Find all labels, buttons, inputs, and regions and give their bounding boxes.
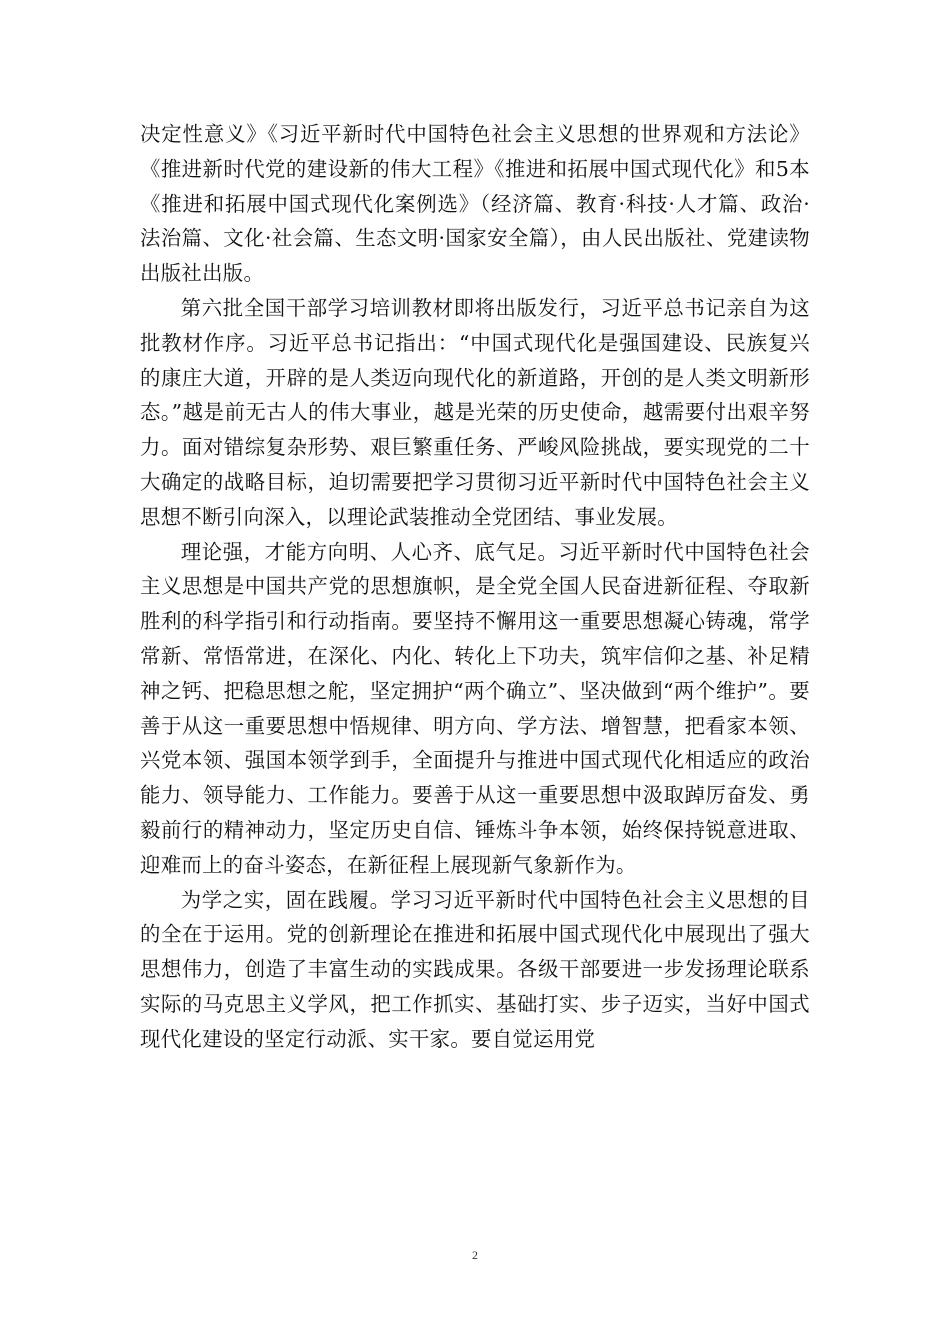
paragraph-textbook-preface: 第六批全国干部学习培训教材即将出版发行，习近平总书记亲自为这批教材作序。习近平总书记指出：“中国式现代化是强国建设、民族复兴的康庄大道，开辟的是人类迈向现代化的新道路，开创的是人类文明新形态。”越是前无古人的伟大事业，越是光荣的历史使命，越需要付出艰辛努力。面对错综复杂形势、艰巨繁重任务、严峻风险挑战，要实现党的二十大确定的战略目标，迫切需要把学习贯彻习近平新时代中国特色社会主义思想不断引向深入，以理论武装推动全党团结、事业发展。 <box>140 295 810 529</box>
paragraph-continuation: 决定性意义》《习近平新时代中国特色社会主义思想的世界观和方法论》《推进新时代党的建设新的伟大工程》《推进和拓展中国式现代化》和5本《推进和拓展中国式现代化案例选》（经济篇、教育·科技·人才篇、政治·法治篇、文化·社会篇、生态文明·国家安全篇），由人民出版社、党建读物出版社出版。 <box>140 122 810 286</box>
page-number: 2 <box>472 1248 478 1262</box>
paragraph-strong-theory: 理论强，才能方向明、人心齐、底气足。习近平新时代中国特色社会主义思想是中国共产党的思想旗帜，是全党全国人民奋进新征程、夺取新胜利的科学指引和行动指南。要坚持不懈用这一重要思想凝心铸魂，常学常新、常悟常进，在深化、内化、转化上下功夫，筑牢信仰之基、补足精神之钙、把稳思想之舵，坚定拥护“两个确立”、坚决做到“两个维护”。要善于从这一重要思想中悟规律、明方向、学方法、增智慧，把看家本领、兴党本领、强国本领学到手，全面提升与推进中国式现代化相适应的政治能力、领导能力、工作能力。要善于从这一重要思想中汲取踔厉奋发、勇毅前行的精神动力，坚定历史自信、锤炼斗争本领，始终保持锐意进取、迎难而上的奋斗姿态，在新征程上展现新气象新作为。 <box>140 539 810 877</box>
body-text <box>140 117 810 1057</box>
paragraph-practice: 为学之实，固在践履。学习习近平新时代中国特色社会主义思想的目的全在于运用。党的创新理论在推进和拓展中国式现代化中展现出了强大思想伟力，创造了丰富生动的实践成果。各级干部要进一步发扬理论联系实际的马克思主义学风，把工作抓实、基础打实、步子迈实，当好中国式现代化建设的坚定行动派、实干家。要自觉运用党 <box>140 887 810 1051</box>
